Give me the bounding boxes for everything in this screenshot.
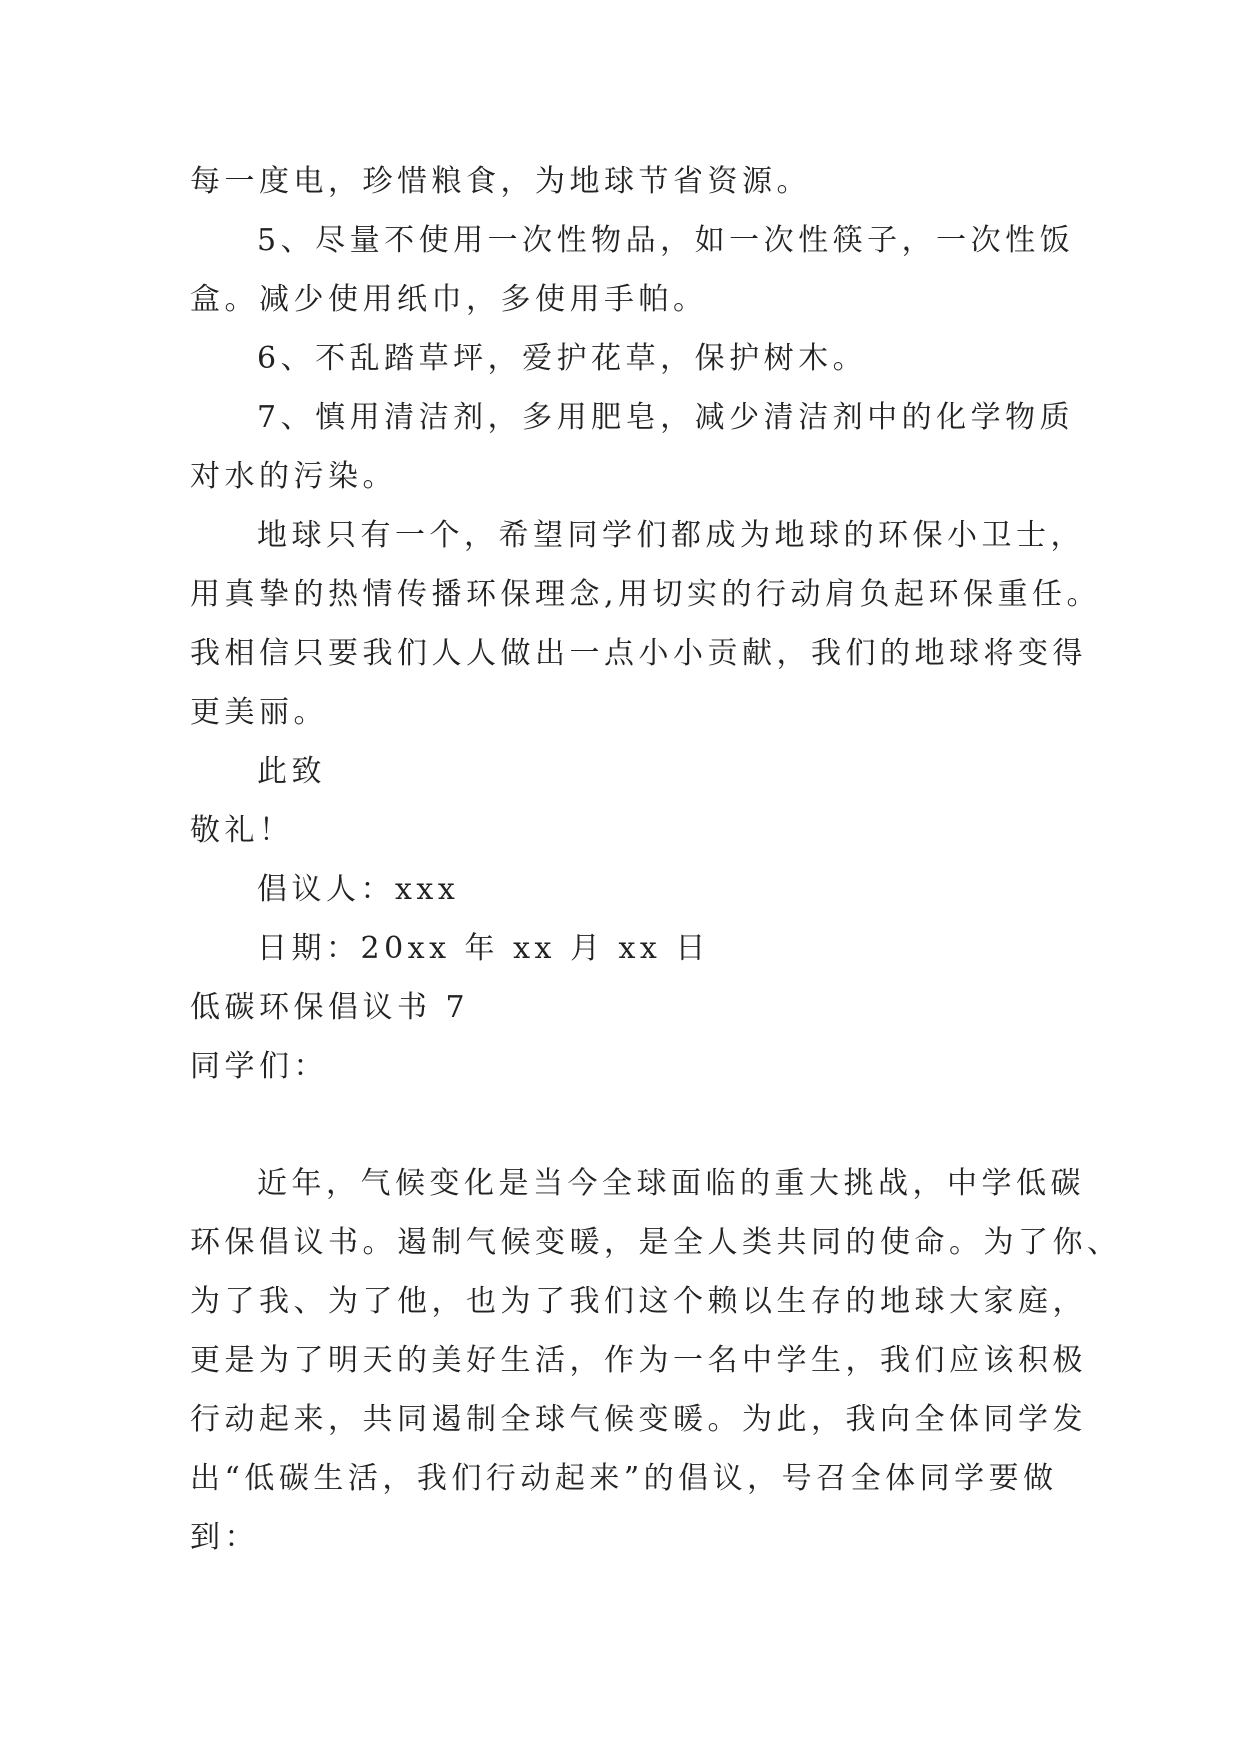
text-line-22: 出“低碳生活，我们行动起来”的倡议，号召全体同学要做	[190, 1461, 1058, 1496]
text-line-23: 到：	[190, 1520, 259, 1555]
text-line-7: 地球只有一个，希望同学们都成为地球的环保小卫士，	[257, 518, 1085, 553]
text-line-1: 每一度电，珍惜粮食，为地球节省资源。	[190, 164, 811, 199]
text-line-19: 为了我、为了他，也为了我们这个赖以生存的地球大家庭，	[190, 1284, 1087, 1319]
text-line-18: 环保倡议书。遏制气候变暖，是全人类共同的使命。为了你、	[190, 1225, 1122, 1260]
text-line-8: 用真挚的热情传播环保理念,用切实的行动肩负起环保重任。	[190, 577, 1102, 612]
text-line-9: 我相信只要我们人人做出一点小小贡献，我们的地球将变得	[190, 636, 1087, 671]
text-line-21: 行动起来，共同遏制全球气候变暖。为此，我向全体同学发	[190, 1402, 1087, 1437]
greeting-line: 同学们：	[190, 1049, 328, 1084]
date-line: 日期：20xx 年 xx 月 xx 日	[257, 931, 710, 966]
text-line-17: 近年，气候变化是当今全球面临的重大挑战，中学低碳	[257, 1166, 1085, 1201]
section-heading: 低碳环保倡议书 7	[190, 990, 470, 1025]
signatory-line: 倡议人：xxx	[257, 872, 460, 907]
text-line-4: 6、不乱踏草坪，爱护花草，保护树木。	[257, 341, 868, 376]
salutation-closing: 此致	[257, 754, 326, 789]
text-line-2: 5、尽量不使用一次性物品，如一次性筷子，一次性饭	[257, 223, 1075, 258]
salutation-regards: 敬礼！	[190, 813, 294, 848]
text-line-6: 对水的污染。	[190, 459, 397, 494]
text-line-10: 更美丽。	[190, 695, 328, 730]
text-line-20: 更是为了明天的美好生活，作为一名中学生，我们应该积极	[190, 1343, 1087, 1378]
text-line-3: 盒。减少使用纸巾，多使用手帕。	[190, 282, 708, 317]
text-line-5: 7、慎用清洁剂，多用肥皂，减少清洁剂中的化学物质	[257, 400, 1075, 435]
